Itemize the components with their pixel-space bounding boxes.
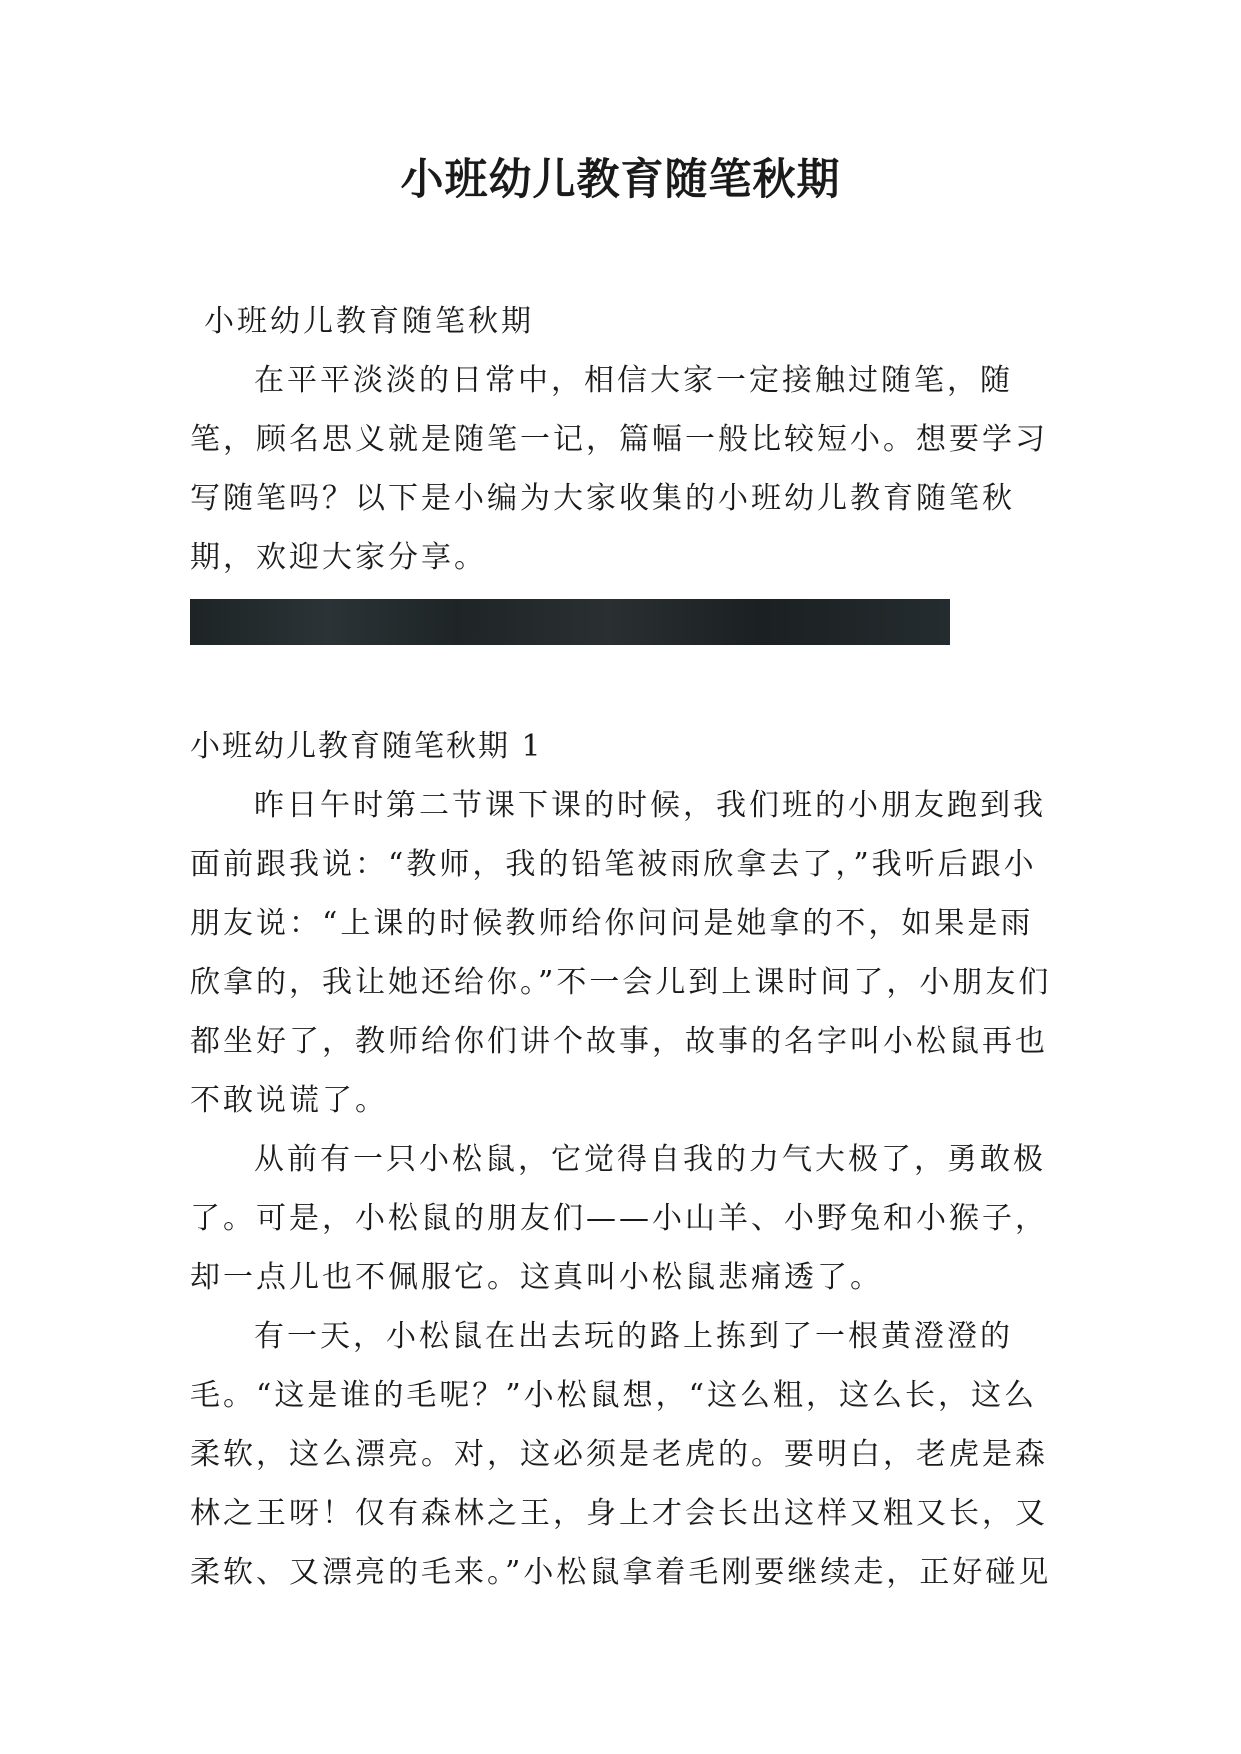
document-subtitle: 小班幼儿教育随笔秋期 [204, 304, 534, 339]
intro-paragraph: 在平平淡淡的日常中，相信大家一定接触过随笔，随笔，顾名思义就是随笔一记，篇幅一般比较短小。想要学习写随笔吗？以下是小编为大家收集的小班幼儿教育随笔秋期，欢迎大家分享。 [190, 363, 1048, 575]
document-title: 小班幼儿教育随笔秋期 [400, 155, 841, 205]
body-paragraph-1: 昨日午时第二节课下课的时候，我们班的小朋友跑到我面前跟我说：“教师，我的铅笔被雨欣拿去了，”我听后跟小朋友说：“上课的时候教师给你问问是她拿的不，如果是雨欣拿的，我让她还给你。”不一会儿到上课时间了，小朋友们都坐好了，教师给你们讲个故事，故事的名字叫小松鼠再也不敢说谎了。 [190, 788, 1052, 1118]
body-paragraph-2: 从前有一只小松鼠，它觉得自我的力气大极了，勇敢极了。可是，小松鼠的朋友们——小山羊、小野兔和小猴子，却一点儿也不佩服它。这真叫小松鼠悲痛透了。 [190, 1142, 1048, 1295]
dark-banner-image [190, 599, 950, 645]
body-paragraph-3: 有一天，小松鼠在出去玩的路上拣到了一根黄澄澄的毛。“这是谁的毛呢？”小松鼠想，“这么粗，这么长，这么柔软，这么漂亮。对，这必须是老虎的。要明白，老虎是森林之王呀！仅有森林之王，身上才会长出这样又粗又长，又柔软、又漂亮的毛来。”小松鼠拿着毛刚要继续走，正好碰见 [190, 1319, 1052, 1590]
document-body [190, 292, 1060, 1602]
section-heading: 小班幼儿教育随笔秋期 1 [190, 729, 543, 764]
